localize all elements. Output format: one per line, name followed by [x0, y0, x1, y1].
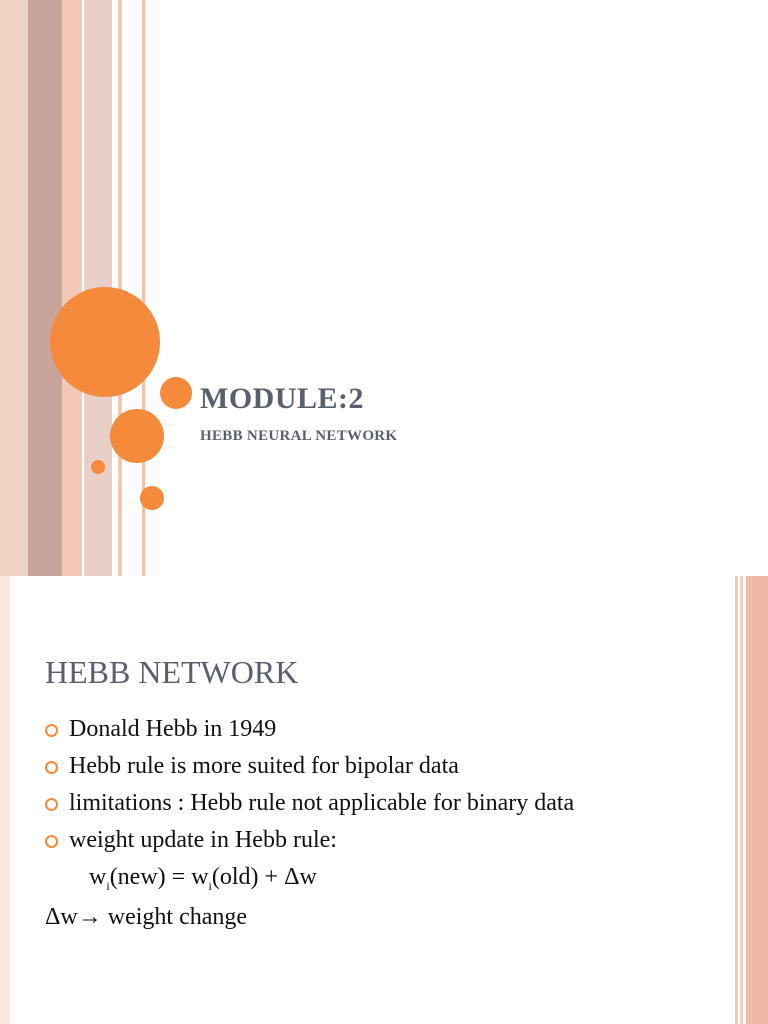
delta-w: Δw	[45, 904, 78, 930]
bullet-item	[45, 749, 574, 786]
formula-lhs-var: w	[89, 864, 107, 890]
decor-circle-small-top	[160, 377, 192, 409]
bullet-text: weight update in Hebb rule:	[69, 827, 337, 853]
slide-title: MODULE:2	[200, 382, 364, 415]
bullet-item	[45, 712, 574, 749]
stripe-left-light	[0, 0, 20, 576]
bullet-item	[45, 786, 574, 823]
bullet-text: Donald Hebb in 1949	[69, 716, 277, 742]
slide-2	[0, 576, 768, 1024]
circle-bullet-icon	[45, 798, 58, 811]
weight-update-formula	[89, 864, 317, 894]
formula-rhs-sub: i	[208, 878, 212, 893]
decor-circle-tiny	[91, 460, 105, 474]
circle-bullet-icon	[45, 835, 58, 848]
stripe-left-mid	[20, 0, 28, 576]
decor-circle-medium	[110, 409, 164, 463]
slide-subtitle: HEBB NEURAL NETWORK	[200, 428, 398, 444]
decor-circle-large	[50, 287, 160, 397]
formula-lhs-sub: i	[106, 878, 110, 893]
circle-bullet-icon	[45, 761, 58, 774]
section-title: HEBB NETWORK	[45, 654, 299, 690]
stripe-right-thin-1	[735, 576, 738, 1024]
weight-change-text: weight change	[101, 904, 248, 930]
formula-lhs-paren: (new) =	[109, 864, 192, 890]
arrow-right-icon: →	[77, 904, 102, 930]
stripe-right-thin-2	[740, 576, 743, 1024]
formula-rhs-rest: (old) + Δw	[211, 864, 317, 890]
circle-bullet-icon	[45, 724, 58, 737]
weight-change-note	[45, 904, 247, 931]
stripe-right-wide	[746, 576, 768, 1024]
bullet-item	[45, 823, 574, 860]
bullet-text: Hebb rule is more suited for bipolar data	[69, 753, 459, 779]
bullet-text: limitations : Hebb rule not applicable for binary data	[69, 790, 575, 816]
decor-circle-small-bottom	[140, 486, 164, 510]
formula-rhs-var: w	[191, 864, 209, 890]
stripe-left-accent	[0, 576, 10, 1024]
bullet-list	[45, 712, 574, 860]
stripe-light	[62, 0, 82, 576]
stripe-dark	[28, 0, 62, 576]
